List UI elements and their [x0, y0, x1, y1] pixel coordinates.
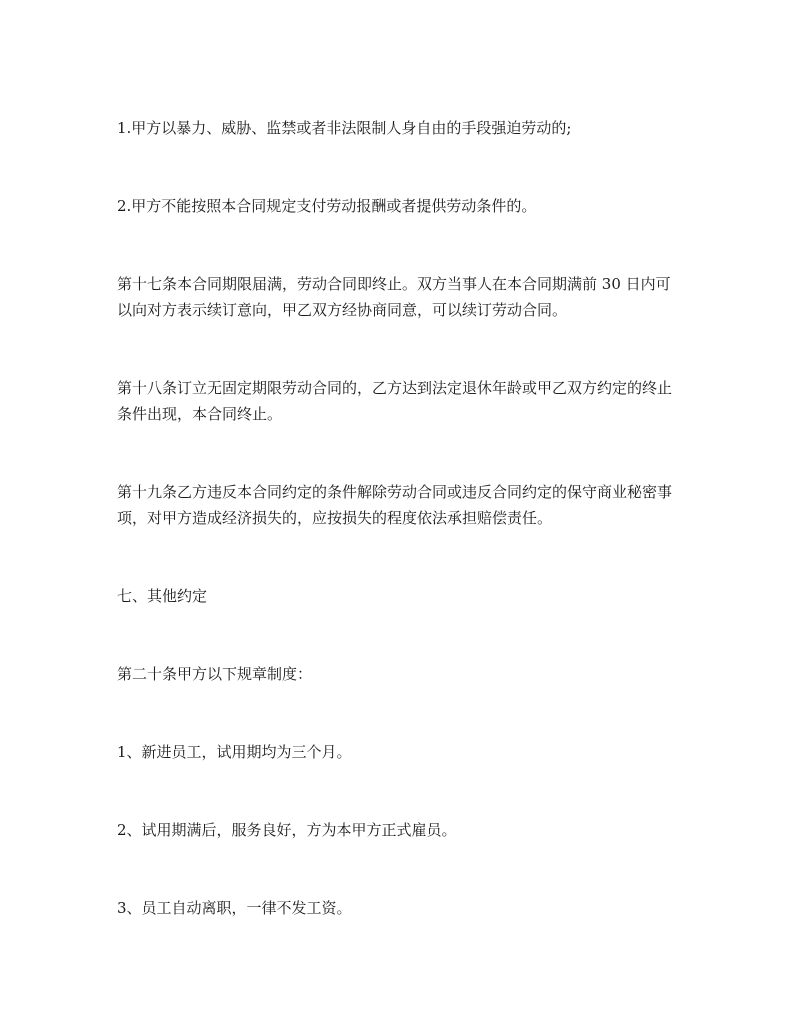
article-18: 第十八条订立无固定期限劳动合同的，乙方达到法定退休年龄或甲乙双方约定的终止条件出现，本合同终止。	[117, 379, 673, 423]
rule-2: 2、试用期满后，服务良好，方为本甲方正式雇员。	[117, 821, 457, 839]
rule-1: 1、新进员工，试用期均为三个月。	[117, 743, 352, 761]
clause-2-payment: 2.甲方不能按照本合同规定支付劳动报酬或者提供劳动条件的。	[117, 197, 537, 215]
rule-3: 3、员工自动离职，一律不发工资。	[117, 899, 352, 917]
clause-1-violence: 1.甲方以暴力、威胁、监禁或者非法限制人身自由的手段强迫劳动的;	[117, 119, 572, 137]
article-19: 第十九条乙方违反本合同约定的条件解除劳动合同或违反合同约定的保守商业秘密事项，对甲方造成经济损失的，应按损失的程度依法承担赔偿责任。	[117, 483, 673, 527]
article-20: 第二十条甲方以下规章制度：	[117, 665, 313, 683]
section-heading-other: 七、其他约定	[117, 587, 208, 605]
article-17: 第十七条本合同期限届满，劳动合同即终止。双方当事人在本合同期满前 30 日内可以向对方表示续订意向，甲乙双方经协商同意，可以续订劳动合同。	[117, 275, 671, 319]
